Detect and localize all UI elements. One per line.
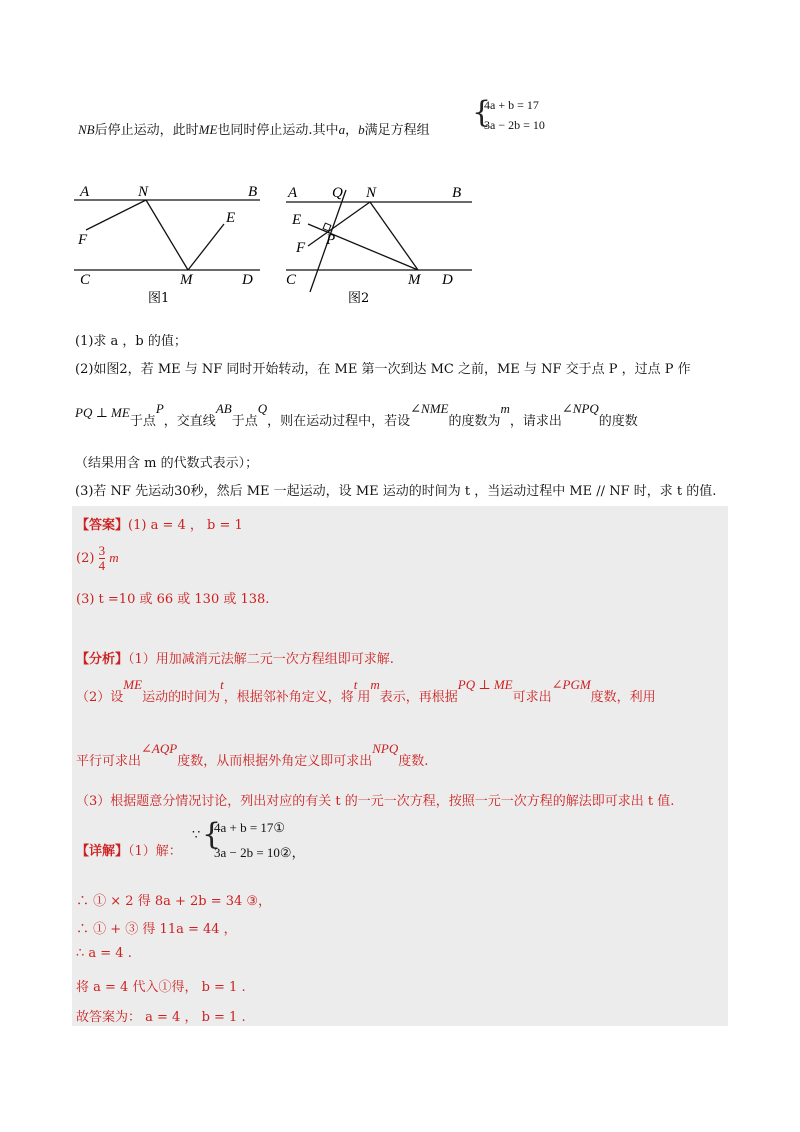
detail-because: ∵ bbox=[192, 828, 201, 843]
label-n: N bbox=[366, 185, 377, 201]
caption-figure-2: 图2 bbox=[348, 291, 370, 306]
label-m: M bbox=[408, 272, 421, 288]
analysis-t2: t bbox=[353, 677, 358, 692]
figure-1 bbox=[70, 180, 270, 310]
question-2-line-2 bbox=[75, 401, 638, 429]
angle-nme: ∠NME bbox=[410, 401, 449, 416]
analysis-perp: PQ ⊥ ME bbox=[457, 677, 513, 692]
answer-1: (1) a = 4 ， b = 1 bbox=[128, 518, 243, 533]
analysis-p2g: 度数，利用 bbox=[590, 690, 656, 705]
q2-text-d: 于点 bbox=[231, 414, 258, 429]
analysis-line-3 bbox=[76, 741, 429, 769]
var-b: b bbox=[358, 122, 365, 137]
q2-text-b: 于点 bbox=[129, 414, 156, 429]
segment-nb: NB bbox=[78, 122, 95, 137]
detail-step-1: ∴ ① × 2 得 8a + 2b = 34 ③， bbox=[76, 894, 272, 909]
analysis-me: ME bbox=[123, 677, 143, 692]
label-e: E bbox=[226, 210, 236, 226]
label-a: A bbox=[288, 185, 298, 201]
label-b: B bbox=[248, 184, 258, 200]
analysis-pgm: ∠PGM bbox=[551, 677, 591, 692]
label-d: D bbox=[442, 272, 453, 288]
intro-text-1: 后停止运动，此时 bbox=[94, 123, 199, 138]
var-a: a bbox=[338, 122, 346, 137]
analysis-line-4: （3）根据题意分情况讨论，列出对应的有关 t 的一元一次方程，按照一元一次方程的解法即可求出 t 值. bbox=[76, 794, 675, 809]
question-1: (1)求 a ，b 的值； bbox=[75, 334, 187, 349]
detail-eq2: 3a − 2b = 10②， bbox=[214, 845, 305, 860]
label-c: C bbox=[286, 272, 297, 288]
analysis-p2c: ，根据邻补角定义，将 bbox=[223, 690, 354, 705]
intro-line bbox=[78, 119, 430, 138]
question-3: (3)若 NF 先运动30秒，然后 ME 一起运动，设 ME 运动的时间为 t ，当运动过程中 ME // NF 时，求 t 的值. bbox=[75, 484, 717, 499]
q2-text-c: ，交直线 bbox=[163, 414, 216, 429]
ray-nf bbox=[86, 200, 146, 230]
analysis-p2e: 表示，再根据 bbox=[379, 690, 458, 705]
segment-nm bbox=[146, 200, 188, 270]
detail-label: 【详解】 bbox=[76, 844, 129, 859]
analysis-line-1 bbox=[76, 648, 394, 667]
perp-pq-me: PQ ⊥ ME bbox=[75, 405, 130, 420]
question-2-line-1: (2)如图2，若 ME 与 NF 同时开始转动，在 ME 第一次到达 MC 之前，ME 与 NF 交于点 P ，过点 P 作 bbox=[75, 362, 691, 377]
intro-eq2: 3a − 2b = 10 bbox=[484, 118, 545, 132]
analysis-aqp: ∠AQP bbox=[141, 741, 178, 756]
detail-brace: { bbox=[202, 817, 222, 852]
detail-step-4: 将 a = 4 代入①得， b = 1 . bbox=[76, 980, 246, 995]
ray-me bbox=[188, 224, 224, 270]
answer-line-2 bbox=[76, 544, 119, 573]
label-m: M bbox=[180, 272, 193, 288]
point-q: Q bbox=[257, 401, 268, 416]
detail-step-3: ∴ a = 4 . bbox=[76, 946, 132, 961]
label-e: E bbox=[292, 212, 302, 228]
q2-text-e: ，则在运动过程中，若设 bbox=[267, 414, 411, 429]
label-f: F bbox=[78, 232, 88, 248]
analysis-p3b: 度数，从而根据外角定义即可求出 bbox=[177, 754, 373, 769]
segment-me: ME bbox=[198, 122, 218, 137]
angle-npq: ∠NPQ bbox=[561, 401, 599, 416]
analysis-label: 【分析】 bbox=[76, 652, 129, 667]
q2-text-f: 的度数为 bbox=[448, 414, 501, 429]
answer-label: 【答案】 bbox=[76, 518, 129, 533]
analysis-p2f: 可求出 bbox=[512, 690, 552, 705]
label-d: D bbox=[242, 272, 253, 288]
fraction-three-quarters bbox=[99, 544, 106, 573]
intro-text-2: 也同时停止运动.其中 bbox=[217, 123, 339, 138]
fraction-numerator: 3 bbox=[98, 543, 106, 558]
intro-eq1: 4a + b = 17 bbox=[484, 98, 539, 112]
intro-brace: { bbox=[472, 95, 492, 130]
answer-line-1 bbox=[76, 514, 243, 533]
point-p: P bbox=[155, 401, 164, 416]
analysis-p2b: 运动的时间为 bbox=[142, 690, 221, 705]
caption-figure-1: 图1 bbox=[148, 291, 170, 306]
detail-p1: （1）解： bbox=[128, 844, 182, 859]
var-m: m bbox=[500, 401, 510, 416]
analysis-p3a: 平行可求出 bbox=[76, 754, 142, 769]
analysis-p3c: 度数. bbox=[398, 754, 429, 769]
answer-2-prefix: (2) bbox=[76, 551, 95, 566]
q2-text-g: ，请求出 bbox=[509, 414, 562, 429]
detail-step-5: 故答案为： a = 4 ， b = 1 . bbox=[76, 1010, 246, 1025]
analysis-p2a: （2）设 bbox=[76, 690, 124, 705]
label-q: Q bbox=[332, 185, 343, 201]
intro-comma: ， bbox=[345, 123, 359, 138]
fraction-denominator: 4 bbox=[98, 558, 106, 573]
intro-text-3: 满足方程组 bbox=[364, 123, 430, 138]
right-angle-mark bbox=[323, 223, 331, 231]
q2-text-h: 的度数 bbox=[598, 414, 638, 429]
answer-line-3: (3) t =10 或 66 或 130 或 138. bbox=[76, 592, 270, 607]
detail-line-1 bbox=[76, 840, 182, 859]
label-b: B bbox=[452, 185, 462, 201]
label-c: C bbox=[80, 272, 91, 288]
label-a: A bbox=[80, 184, 90, 200]
analysis-p2d: 用 bbox=[357, 690, 371, 705]
label-n: N bbox=[138, 184, 149, 200]
answer-2-m: m bbox=[109, 550, 119, 565]
label-p: P bbox=[326, 232, 336, 248]
label-f: F bbox=[296, 240, 306, 256]
analysis-line-2 bbox=[76, 677, 656, 705]
detail-eq1: 4a + b = 17① bbox=[214, 820, 286, 835]
figure-2 bbox=[280, 180, 480, 310]
analysis-t: t bbox=[220, 677, 224, 692]
analysis-p1: （1）用加减消元法解二元一次方程组即可求解. bbox=[128, 652, 394, 667]
detail-step-2: ∴ ① + ③ 得 11a = 44 ， bbox=[76, 922, 237, 937]
line-ab-text: AB bbox=[215, 401, 232, 416]
analysis-npq: NPQ bbox=[372, 741, 399, 756]
analysis-m: m bbox=[370, 677, 380, 692]
question-2-line-3: （结果用含 m 的代数式表示）； bbox=[75, 456, 259, 471]
